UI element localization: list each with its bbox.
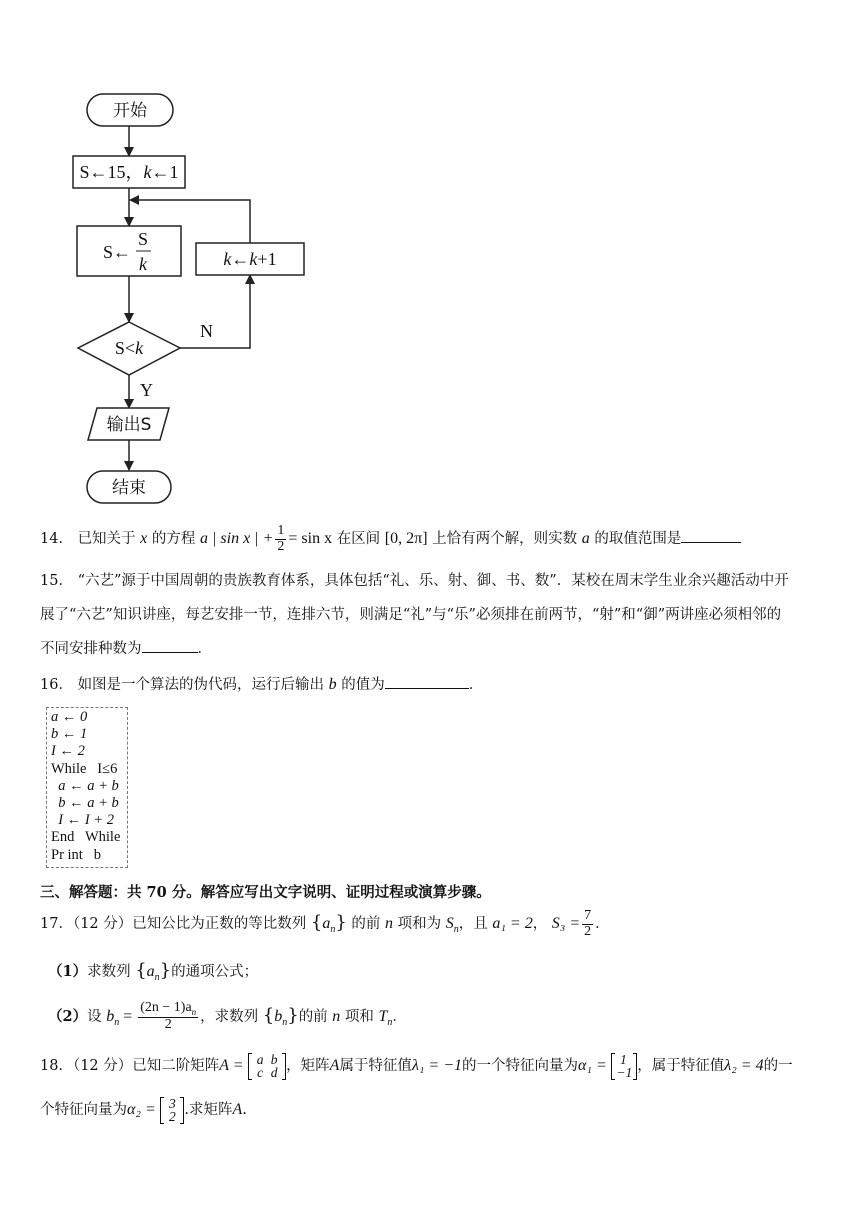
flow-decision-label: S<k (114, 338, 144, 358)
q16-text: 的值为 (341, 677, 385, 693)
code-line: b ← a + b (51, 795, 119, 811)
q18-text: ，矩阵 (286, 1058, 330, 1074)
pseudocode-box (46, 707, 128, 868)
code-line: Pr int b (51, 847, 101, 863)
code-line: While I≤6 (51, 761, 118, 777)
q16-text: 如图是一个算法的伪代码，运行后输出 (77, 677, 325, 693)
q17-text: 设 (87, 1009, 102, 1025)
math-var: a (581, 530, 590, 548)
part-label: （1） (48, 963, 88, 980)
flow-assign-num: S (137, 229, 149, 249)
answer-blank (385, 687, 469, 689)
math-expression: S₃ = (551, 915, 581, 932)
answer-blank (142, 651, 198, 653)
math-expression: a₁ = 2 (492, 915, 533, 932)
question-15-line-2 (40, 603, 781, 624)
question-17-part-2: （2）设 $b_n$ = $\frac{(2n - 1)a_n}{2}$ ，求数列 $\{b_n\}$的前 n 项和 $T_n$． (48, 1000, 407, 1033)
q14-text: 上恰有两个解，则实数 (432, 531, 578, 548)
flow-start-label: 开始 (113, 101, 147, 121)
matrix-A: a b c d (248, 1053, 286, 1080)
q15-text: ． (197, 641, 212, 657)
q17-text: 已知公比为正数的等比数列 (132, 916, 307, 932)
math-var: n (385, 915, 393, 932)
q15-text: 不同安排种数为 (40, 641, 142, 657)
question-15-line-3 (40, 637, 212, 658)
vector-alpha1: 1 −1 (611, 1053, 637, 1080)
q14-text: 的方程 (151, 531, 196, 548)
q15-text: “六艺”源于中国周朝的贵族教育体系，具体包括“礼、乐、射、御、书、数”．某校在周末学生业余兴趣活动中开 (77, 573, 789, 589)
question-number: 18． (40, 1058, 73, 1074)
q17-text: 的前 (351, 916, 381, 932)
question-number: 16． (40, 677, 73, 693)
question-number: 14． (40, 531, 73, 548)
vector-alpha2: 3 2 (160, 1097, 184, 1124)
q18-text: .求矩阵 (184, 1102, 233, 1118)
math-var: S (445, 915, 454, 932)
q18-text: 已知二阶矩阵 (132, 1058, 220, 1074)
fraction: $\frac{(2n - 1)a_n}{2}$ (140, 1000, 197, 1033)
flow-end-label: 结束 (112, 478, 146, 498)
question-18-line-2: 个特征向量为α₂ = 3 2 .求矩阵A. (40, 1095, 247, 1124)
math-interval: [0, 2π] (384, 530, 428, 548)
code-line: a ← 0 (51, 709, 88, 725)
answer-blank (681, 541, 741, 543)
question-15-line-1 (40, 569, 789, 590)
flow-init-label: S←15，k←1 (79, 162, 179, 182)
flowchart-diagram (0, 0, 868, 520)
flow-no-path (180, 275, 250, 348)
q17-text: ，求数列 (200, 1009, 259, 1025)
q18-text: ，属于特征值 (637, 1058, 725, 1074)
math-var: a (322, 915, 331, 932)
question-score: （12 分） (72, 1058, 133, 1074)
q17-text: 求数列 (87, 964, 131, 980)
code-line: End While (51, 829, 121, 845)
fraction: $\frac{1}{2}$ (277, 523, 285, 554)
section-3-heading: 三、解答题：共 70 分。解答应写出文字说明、证明过程或演算步骤。 (40, 884, 491, 901)
q14-text: 在区间 (336, 531, 381, 548)
q17-text: 的通项公式； (171, 964, 259, 980)
question-number: 17． (40, 916, 73, 932)
math-expression: λ₂ = 4 (724, 1057, 764, 1074)
q18-text: 的一个特征向量为 (462, 1058, 579, 1074)
q15-text: 展了“六艺”知识讲座，每艺安排一节，连排六节，则满足“礼”与“乐”必须排在前两节，“射”和“御”两讲座必须相邻的 (40, 607, 782, 623)
q17-text: 的前 (298, 1009, 328, 1025)
question-number: 15． (40, 573, 73, 589)
math-expression: = sin x (288, 530, 333, 548)
q18-text: 个特征向量为 (40, 1102, 127, 1118)
math-var: b (328, 676, 337, 693)
q16-text: ． (468, 677, 484, 693)
math-expression: a | sin x | + (200, 530, 274, 548)
q18-text: 属于特征值 (339, 1058, 412, 1074)
question-18-line-1: 18．（12 分）已知二阶矩阵A = a b c d ，矩阵A属于特征值λ₁ = −1的一个特征向量为α₁ = 1 −1 ，属于特征值λ₂ = 4的一 (40, 1051, 793, 1080)
question-16 (40, 673, 483, 694)
fraction: $\frac{7}{2}$ (584, 907, 592, 939)
question-14 (40, 524, 741, 554)
question-17-part-1: （1）求数列 $\{a_n\}$的通项公式； (48, 960, 259, 983)
flow-yes-label: Y (140, 380, 153, 400)
flow-assign-lhs: S← (103, 242, 132, 262)
flow-assign-den: k (139, 254, 147, 274)
code-line: b ← 1 (51, 726, 88, 742)
q17-text: ，且 (458, 916, 488, 932)
question-score: （12 分） (72, 916, 133, 932)
math-expression: λ₁ = −1 (411, 1057, 463, 1074)
q17-text: 项和为 (397, 916, 442, 932)
part-label: （2） (48, 1008, 88, 1025)
flow-no-label: N (200, 321, 213, 341)
code-line: a ← a + b (51, 778, 119, 794)
flow-increment-label: k←k+1 (223, 249, 277, 269)
code-line: I ← I + 2 (51, 812, 114, 828)
q14-text: 的取值范围是 (594, 531, 682, 548)
q18-text: 的一 (763, 1058, 793, 1074)
q17-text: 项和 (344, 1009, 374, 1025)
flow-output-label: 输出S (106, 415, 152, 435)
code-line: I ← 2 (51, 743, 85, 759)
math-var: x (140, 530, 148, 548)
q14-text: 已知关于 (77, 531, 136, 548)
question-17: 17．（12 分）已知公比为正数的等比数列 $\{a_n\}$ 的前 n 项和为 $S_n$，且 a₁ = 2， S₃ = $\frac{7}{2}$ ． (40, 907, 610, 939)
